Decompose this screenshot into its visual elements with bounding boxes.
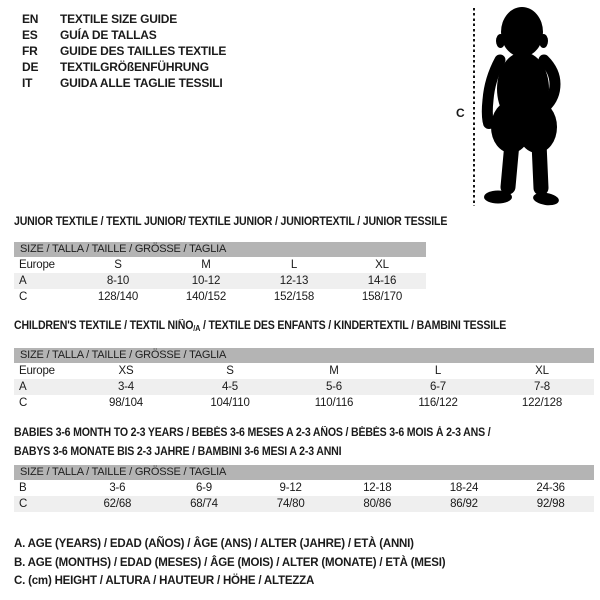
title-subscript: /A xyxy=(193,324,201,333)
junior-textile-title xyxy=(14,215,448,229)
size-cell: XS xyxy=(118,365,134,377)
language-row-es xyxy=(22,27,226,43)
footnotes xyxy=(14,535,445,591)
childrens-textile-table xyxy=(14,363,594,411)
language-row-fr xyxy=(22,43,226,59)
height-cell: 86/92 xyxy=(450,498,478,510)
size-band-header: SIZE / TALLA / TAILLE / GRÖSSE / TAGLIA xyxy=(14,348,594,363)
title-line-1: BABIES 3-6 MONTH TO 2-3 YEARS / BEBÉS 3-6 MESES A 2-3 AÑOS / BÉBÉS 3-6 MOIS À 2-3 ANS / xyxy=(14,427,491,439)
language-code: IT xyxy=(22,76,33,90)
row-label: C xyxy=(19,397,28,409)
language-label: GUIDE DES TAILLES TEXTILE xyxy=(60,44,227,58)
age-cell: 7-8 xyxy=(533,381,551,393)
baby-silhouette-icon xyxy=(480,5,570,207)
age-cell: 3-4 xyxy=(117,381,135,393)
title-line-2: BABYS 3-6 MONATE BIS 2-3 JAHRE / BAMBINI 3-6 MESI A 2-3 ANNI xyxy=(14,446,342,458)
age-cell: 18-24 xyxy=(449,482,479,494)
height-cell: 62/68 xyxy=(103,498,132,510)
junior-textile-section xyxy=(14,215,448,305)
childrens-textile-section xyxy=(14,319,594,411)
table-row-height xyxy=(14,395,594,411)
size-cell: M xyxy=(201,259,211,271)
height-cell: 74/80 xyxy=(276,498,305,510)
size-band-header: SIZE / TALLA / TAILLE / GRÖSSE / TAGLIA xyxy=(14,465,594,480)
table-row-europe xyxy=(14,257,426,273)
age-cell: 3-6 xyxy=(109,482,126,494)
height-cell: 98/104 xyxy=(109,397,143,409)
age-cell: 10-12 xyxy=(191,275,221,287)
size-cell: S xyxy=(226,365,234,377)
age-cell: 14-16 xyxy=(367,275,397,287)
height-cell: 116/122 xyxy=(418,397,458,409)
babies-textile-table xyxy=(14,480,594,512)
size-cell: S xyxy=(114,259,122,271)
row-label: B xyxy=(19,482,27,494)
babies-textile-section xyxy=(14,424,594,512)
age-cell: 5-6 xyxy=(325,381,343,393)
table-row-age xyxy=(14,379,594,395)
size-band-header: SIZE / TALLA / TAILLE / GRÖSSE / TAGLIA xyxy=(14,242,426,257)
title-part: CHILDREN'S TEXTILE / TEXTIL NIÑO xyxy=(14,320,194,332)
table-row-age-months xyxy=(14,480,594,496)
language-label: GUÍA DE TALLAS xyxy=(60,28,157,42)
row-label: Europe xyxy=(19,259,55,271)
title-part: / TEXTILE DES ENFANTS / KINDERTEXTIL / BAMBINI TESSILE xyxy=(200,320,507,332)
height-cell: 80/86 xyxy=(363,498,392,510)
language-code: FR xyxy=(22,44,38,58)
height-cell: 140/152 xyxy=(185,291,227,303)
height-cell: 158/170 xyxy=(361,291,403,303)
table-row-height xyxy=(14,496,594,512)
size-cell: XL xyxy=(535,365,549,377)
table-row-europe xyxy=(14,363,594,379)
height-cell: 110/116 xyxy=(314,397,354,409)
age-cell: 8-10 xyxy=(106,275,130,287)
height-cell: 68/74 xyxy=(190,498,218,510)
row-label: C xyxy=(19,498,28,510)
size-cell: XL xyxy=(375,259,389,271)
age-cell: 24-36 xyxy=(536,482,565,494)
height-cell: 152/158 xyxy=(273,291,315,303)
height-cell: 122/128 xyxy=(521,397,563,409)
height-measure-dashed-line xyxy=(473,8,475,206)
language-row-it xyxy=(22,75,226,91)
language-label: TEXTILE SIZE GUIDE xyxy=(60,12,178,26)
row-label: Europe xyxy=(19,365,55,377)
height-cell: 92/98 xyxy=(536,498,565,510)
row-label: A xyxy=(19,381,27,393)
language-list xyxy=(22,11,226,91)
height-measure-label: C xyxy=(456,106,465,120)
language-label: GUIDA ALLE TAGLIE TESSILI xyxy=(60,76,223,90)
table-row-height xyxy=(14,289,426,305)
height-cell: 128/140 xyxy=(97,291,139,303)
table-title-text xyxy=(14,319,506,336)
language-label: TEXTILGRÖßENFÜHRUNG xyxy=(60,60,209,74)
age-cell: 12-13 xyxy=(279,275,309,287)
size-cell: L xyxy=(434,365,442,377)
row-label: A xyxy=(19,275,27,287)
language-code: ES xyxy=(22,28,38,42)
age-cell: 6-7 xyxy=(429,381,447,393)
language-row-de xyxy=(22,59,226,75)
size-cell: L xyxy=(290,259,298,271)
childrens-textile-title xyxy=(14,319,594,336)
language-row-en xyxy=(22,11,226,27)
age-cell: 12-18 xyxy=(363,482,392,494)
footnote-a: A. AGE (YEARS) / EDAD (AÑOS) / ÂGE (ANS) / ALTER (JAHRE) / ETÀ (ANNI) xyxy=(14,538,414,550)
height-cell: 104/110 xyxy=(210,397,250,409)
age-cell: 4-5 xyxy=(221,381,239,393)
junior-textile-table xyxy=(14,257,426,305)
row-label: C xyxy=(19,291,28,303)
language-code: EN xyxy=(22,12,39,26)
footnote-c: C. (cm) HEIGHT / ALTURA / HAUTEUR / HÖHE / ALTEZZA xyxy=(14,575,315,587)
table-title-text: JUNIOR TEXTILE / TEXTIL JUNIOR/ TEXTILE JUNIOR / JUNIORTEXTIL / JUNIOR TESSILE xyxy=(14,216,448,228)
footnote-b: B. AGE (MONTHS) / EDAD (MESES) / ÂGE (MOIS) / ALTER (MONATE) / ETÀ (MESI) xyxy=(14,556,446,569)
babies-textile-title xyxy=(14,424,594,462)
age-cell: 6-9 xyxy=(195,482,212,494)
size-cell: M xyxy=(329,365,339,377)
age-cell: 9-12 xyxy=(279,482,302,494)
language-code: DE xyxy=(22,60,39,74)
table-row-age xyxy=(14,273,426,289)
